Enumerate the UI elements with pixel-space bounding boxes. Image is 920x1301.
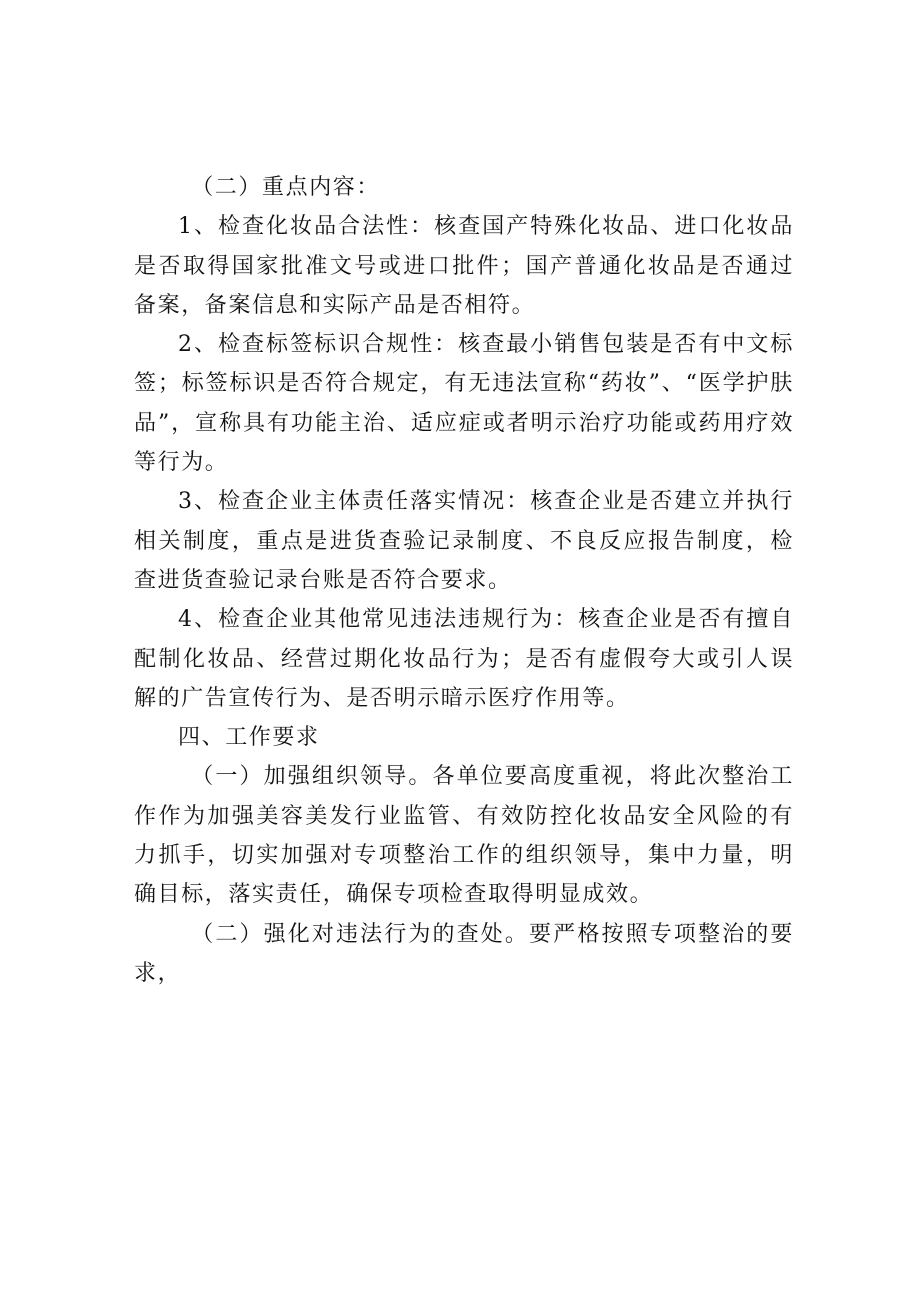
section-heading-work-requirements: 四、工作要求 — [178, 725, 320, 751]
item-3-enterprise-responsibility: 3、检查企业主体责任落实情况：核查企业是否建立并执行相关制度，重点是进货查验记录制度、不良反应报告制度，检查进货查验记录台账是否符合要求。 — [134, 489, 794, 593]
item-2-label-compliance: 2、检查标签标识合规性：核查最小销售包装是否有中文标签；标签标识是否符合规定，有无违法宣称“药妆”、“医学护肤品”，宣称具有功能主治、适应症或者明示治疗功能或药用疗效等行为。 — [134, 332, 794, 476]
section-subheading-key-content: （二）重点内容： — [191, 175, 380, 200]
item-4-other-violations: 4、检查企业其他常见违法违规行为：核查企业是否有擅自配制化妆品、经营过期化妆品行为；是否有虚假夸大或引人误解的广告宣传行为、是否明示暗示医疗作用等。 — [134, 607, 794, 711]
document-body — [134, 168, 794, 993]
requirement-2-enforcement: （二）强化对违法行为的查处。要严格按照专项整治的要求， — [134, 921, 794, 986]
requirement-1-leadership: （一）加强组织领导。各单位要高度重视，将此次整治工作作为加强美容美发行业监管、有效防控化妆品安全风险的有力抓手，切实加强对专项整治工作的组织领导，集中力量，明确目标，落实责任，确保专项检查取得明显成效。 — [134, 764, 794, 908]
item-1-legality-check: 1、检查化妆品合法性：核查国产特殊化妆品、进口化妆品是否取得国家批准文号或进口批件；国产普通化妆品是否通过备案，备案信息和实际产品是否相符。 — [134, 214, 794, 318]
